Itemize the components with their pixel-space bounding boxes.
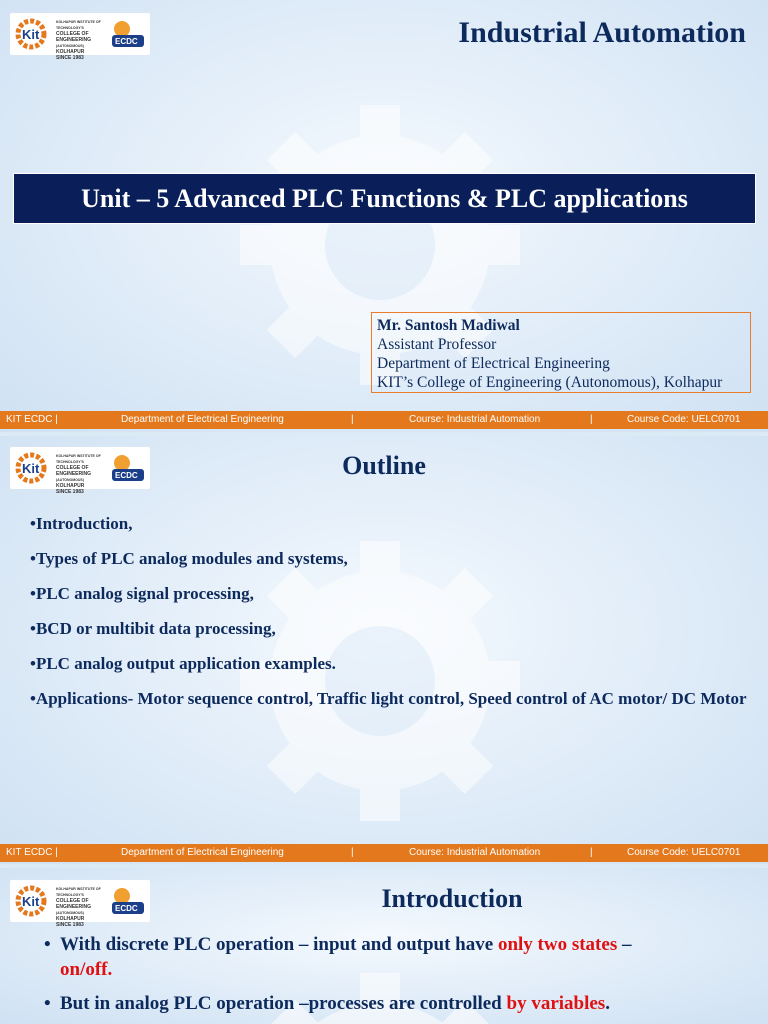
author-department: Department of Electrical Engineering xyxy=(377,355,610,372)
college-logo xyxy=(10,13,150,61)
author-name: Mr. Santosh Madiwal xyxy=(377,317,520,334)
unit-title-banner: Unit – 5 Advanced PLC Functions & PLC applications xyxy=(13,173,756,224)
slide-footer: KIT ECDC | Department of Electrical Engineering | Course: Industrial Automation | Course Code: UELC0701 xyxy=(0,844,768,862)
course-title: Industrial Automation xyxy=(458,16,746,49)
list-item: •PLC analog signal processing, xyxy=(30,584,254,603)
slide-outline xyxy=(0,436,768,864)
svg-text:Kit: Kit xyxy=(22,894,40,909)
svg-text:Kit: Kit xyxy=(22,461,40,476)
slide-footer: KIT ECDC | Department of Electrical Engineering | Course: Industrial Automation | Course Code: UELC0701 xyxy=(0,411,768,429)
author-college: KIT’s College of Engineering (Autonomous), Kolhapur xyxy=(377,374,723,391)
highlight-text: only two states xyxy=(497,934,618,955)
list-item: • But in analog PLC operation –processes are controlled by variables. xyxy=(44,991,744,1016)
list-item: •Types of PLC analog modules and systems, xyxy=(30,549,348,568)
introduction-heading: Introduction xyxy=(381,884,523,913)
list-item: •PLC analog output application examples. xyxy=(30,654,336,673)
author-designation: Assistant Professor xyxy=(377,336,497,353)
svg-text:ECDC: ECDC xyxy=(115,37,138,46)
svg-text:ECDC: ECDC xyxy=(115,471,138,480)
outline-list xyxy=(30,506,750,716)
logo-college-text: KOLHAPUR INSTITUTE OF TECHNOLOGY'S COLLEGE OF ENGINEERING (AUTONOMOUS) KOLHAPUR SINCE 1983 xyxy=(56,454,101,495)
logo-college-text: KOLHAPUR INSTITUTE OF TECHNOLOGY'S COLLEGE OF ENGINEERING (AUTONOMOUS) KOLHAPUR SINCE 1983 xyxy=(56,887,101,928)
intro-bullets xyxy=(44,932,744,1024)
slide-title xyxy=(0,0,768,432)
kit-text: Kit xyxy=(22,27,40,42)
list-item: •Applications- Motor sequence control, Traffic light control, Speed control of AC motor/ DC Motor xyxy=(30,689,747,708)
ecdc-logo-icon xyxy=(108,17,146,51)
highlight-text: on/off. xyxy=(60,959,113,980)
slide-introduction xyxy=(0,868,768,1024)
svg-text:ECDC: ECDC xyxy=(115,904,138,913)
list-item: • With discrete PLC operation – input and output have only two states – on/off. xyxy=(44,932,744,982)
outline-heading: Outline xyxy=(342,451,426,480)
list-item: •Introduction, xyxy=(30,514,133,533)
list-item: •BCD or multibit data processing, xyxy=(30,619,276,638)
kit-gear-logo-icon xyxy=(14,885,52,917)
logo-college-text: KOLHAPUR INSTITUTE OF TECHNOLOGY'S COLLEGE OF ENGINEERING (AUTONOMOUS) KOLHAPUR SINCE 1983 xyxy=(56,20,101,61)
highlight-text: by variables xyxy=(506,993,606,1014)
author-box xyxy=(371,312,751,393)
kit-gear-logo-icon xyxy=(14,18,52,50)
